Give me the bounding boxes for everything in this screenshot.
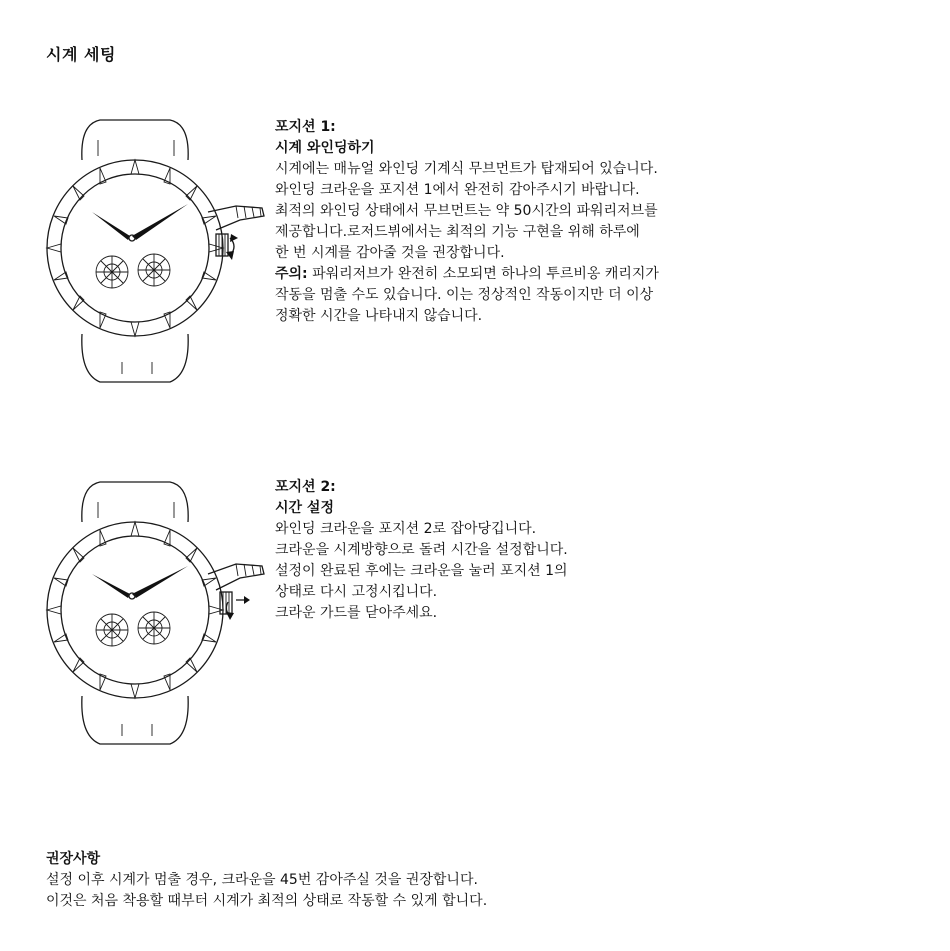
position-1-line: 제공합니다.로저드뷔에서는 최적의 기능 구현을 위해 하루에 — [275, 224, 640, 240]
position-1-line: 한 번 시계를 감아줄 것을 권장합니다. — [275, 245, 505, 261]
position-2-line: 크라운 가드를 닫아주세요. — [275, 605, 438, 621]
page-title: 시계 세팅 — [46, 45, 116, 64]
position-2-line: 와인딩 크라운을 포지션 2로 잡아당깁니다. — [275, 521, 537, 537]
position-1-instructions — [275, 117, 715, 327]
position-1-note — [275, 264, 715, 285]
recommendation-line: 이것은 처음 착용할 때부터 시계가 최적의 상태로 작동할 수 있게 합니다. — [46, 893, 488, 909]
position-1-subheading: 시계 와인딩하기 — [275, 140, 375, 156]
position-1-note-line: 정확한 시간을 나타내지 않습니다. — [275, 308, 483, 324]
recommendation-line: 설정 이후 시계가 멈출 경우, 크라운을 45번 감아주실 것을 권장합니다. — [46, 872, 478, 888]
recommendation-section — [46, 849, 746, 912]
position-2-line: 상태로 다시 고정시킵니다. — [275, 584, 438, 600]
watch-drawing-1 — [40, 112, 280, 402]
watch-illustration-position-2 — [40, 474, 280, 764]
position-2-subheading: 시간 설정 — [275, 500, 334, 516]
note-label: 주의: — [275, 266, 308, 282]
position-1-heading: 포지션 1: — [275, 119, 336, 135]
watch-illustration-position-1 — [40, 112, 280, 402]
position-1-note-line: 작동을 멈출 수도 있습니다. 이는 정상적인 작동이지만 더 이상 — [275, 287, 654, 303]
position-2-line: 크라운을 시계방향으로 돌려 시간을 설정합니다. — [275, 542, 568, 558]
note-text: 파워리저브가 완전히 소모되면 하나의 투르비옹 캐리지가 — [307, 266, 659, 282]
position-1-line: 와인딩 크라운을 포지션 1에서 완전히 감아주시기 바랍니다. — [275, 182, 640, 198]
recommendation-heading: 권장사항 — [46, 851, 101, 867]
position-2-line: 설정이 완료된 후에는 크라운을 눌러 포지션 1의 — [275, 563, 568, 579]
position-1-line: 시계에는 매뉴얼 와인딩 기계식 무브먼트가 탑재되어 있습니다. — [275, 161, 658, 177]
watch-drawing-2 — [40, 474, 280, 764]
position-2-instructions — [275, 477, 715, 624]
position-2-heading: 포지션 2: — [275, 479, 336, 495]
position-1-line: 최적의 와인딩 상태에서 무브먼트는 약 50시간의 파워리저브를 — [275, 203, 658, 219]
